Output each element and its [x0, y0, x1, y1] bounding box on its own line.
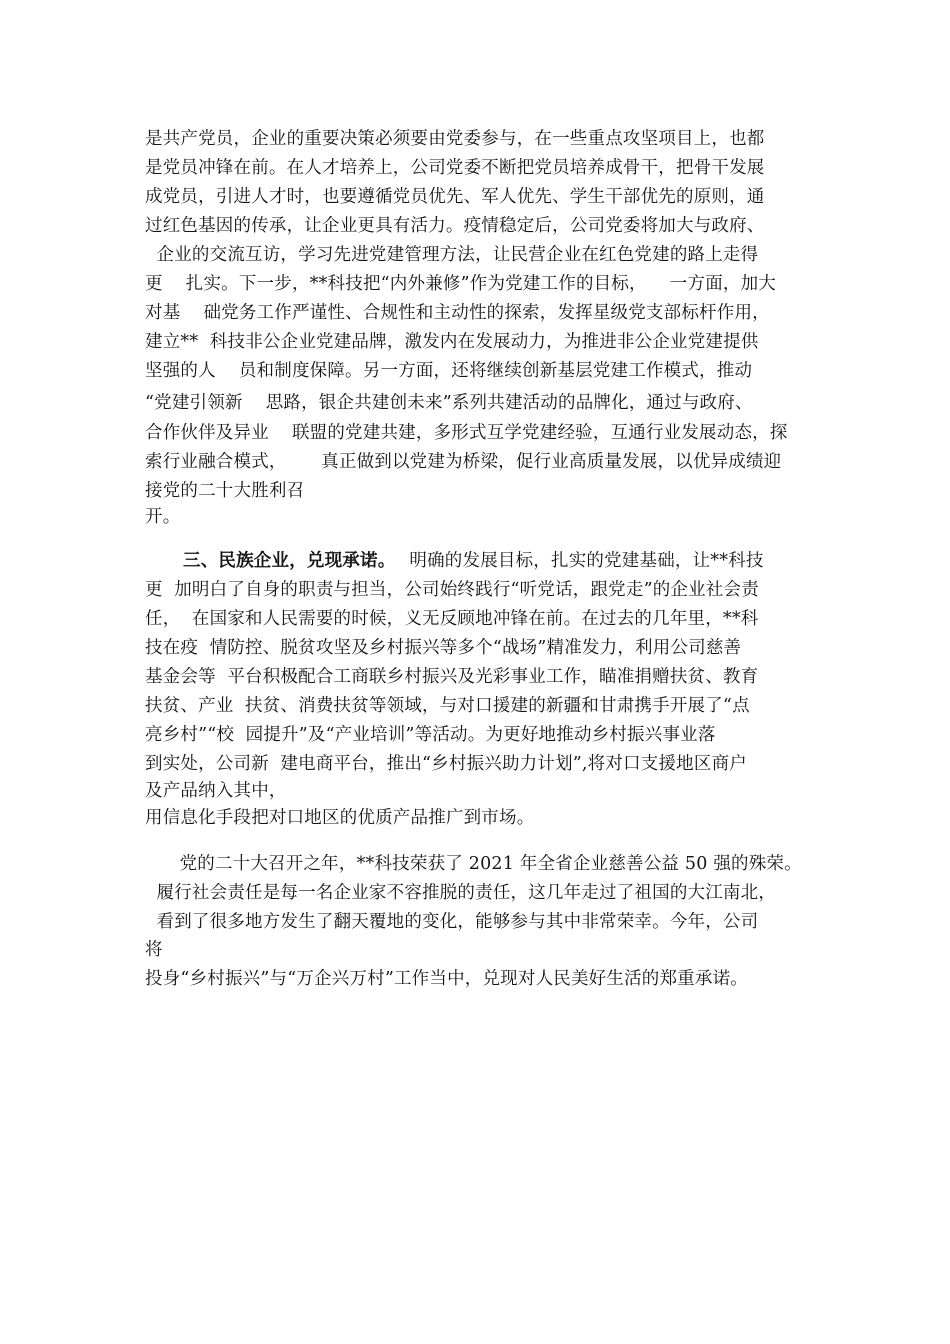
paragraph-1-line: “党建引领新 思路，银企共建创未来”系列共建活动的品牌化，通过与政府、 [145, 393, 753, 413]
paragraph-2-first-line [145, 549, 764, 573]
paragraph-2-line: 更 加明白了自身的职责与担当，公司始终践行“听党话，跟党走”的企业社会责 [145, 580, 759, 600]
paragraph-1-line: 成党员，引进人才时，也要遵循党员优先、军人优先、学生干部优先的原则，通 [145, 187, 765, 207]
paragraph-3-line: 党的二十大召开之年，**科技荣获了 2021 年全省企业慈善公益 50 强的殊荣。 [145, 854, 802, 874]
paragraph-1-line: 接党的二十大胜利召 [145, 481, 305, 501]
paragraph-1-line: 过红色基因的传承，让企业更具有活力。疫情稳定后，公司党委将加大与政府、 [145, 216, 765, 236]
paragraph-1-line: 建立** 科技非公企业党建品牌，激发内在发展动力，为推进非公企业党建提供 [145, 332, 759, 352]
paragraph-1-line: 合作伙伴及异业 联盟的党建共建，多形式互学党建经验，互通行业发展动态，探 [145, 423, 788, 443]
paragraph-1-line: 坚强的人 员和制度保障。另一方面，还将继续创新基层党建工作模式，推动 [145, 361, 753, 381]
paragraph-1-line: 更 扎实。下一步，**科技把“内外兼修”作为党建工作的目标， 一方面，加大 [145, 274, 776, 294]
paragraph-3-line: 看到了很多地方发生了翻天覆地的变化，能够参与其中非常荣幸。今年，公司 [145, 912, 759, 932]
paragraph-1-line: 对基 础党务工作严谨性、合规性和主动性的探索，发挥星级党支部标杆作用， [145, 303, 770, 323]
paragraph-2-line: 用信息化手段把对口地区的优质产品推广到市场。 [145, 808, 535, 828]
paragraph-3-line: 履行社会责任是每一名企业家不容推脱的责任，这几年走过了祖国的大江南北， [145, 883, 777, 903]
paragraph-1-line: 索行业融合模式， 真正做到以党建为桥梁，促行业高质量发展，以优异成绩迎 [145, 452, 782, 472]
paragraph-2-line: 亮乡村”“校 园提升”及“产业培训”等活动。为更好地推动乡村振兴事业落 [145, 725, 716, 745]
paragraph-2-line: 技在疫 情防控、脱贫攻坚及乡村振兴等多个“战场”精准发力，利用公司慈善 [145, 638, 742, 658]
paragraph-3-line: 将 [145, 940, 163, 960]
paragraph-3-line: 投身“乡村振兴”与“万企兴万村”工作当中，兑现对人民美好生活的郑重承诺。 [145, 969, 748, 989]
section-heading: 三、民族企业，兑现承诺。 [183, 551, 396, 571]
paragraph-2-line: 基金会等 平台积极配合工商联乡村振兴及光彩事业工作，瞄准捐赠扶贫、教育 [145, 667, 759, 687]
paragraph-2-line: 及产品纳入其中， [145, 781, 287, 801]
paragraph-1-line: 是共产党员，企业的重要决策必须要由党委参与，在一些重点攻坚项目上，也都 [145, 129, 765, 149]
paragraph-2-line: 任， 在国家和人民需要的时候，义无反顾地冲锋在前。在过去的几年里，**科 [145, 609, 759, 629]
paragraph-1-line: 开。 [145, 507, 181, 527]
paragraph-1-line: 是党员冲锋在前。在人才培养上，公司党委不断把党员培养成骨干，把骨干发展 [145, 158, 765, 178]
paragraph-2-line: 扶贫、产业 扶贫、消费扶贫等领域，与对口援建的新疆和甘肃携手开展了“点 [145, 696, 750, 716]
paragraph-2-line: 到实处，公司新 建电商平台，推出“乡村振兴助力计划”,将对口支援地区商户 [145, 754, 747, 774]
paragraph-1-line: 企业的交流互访，学习先进党建管理方法，让民营企业在红色党建的路上走得 [145, 245, 759, 265]
paragraph-2-first-line-text: 明确的发展目标，扎实的党建基础，让**科技 [409, 551, 764, 571]
